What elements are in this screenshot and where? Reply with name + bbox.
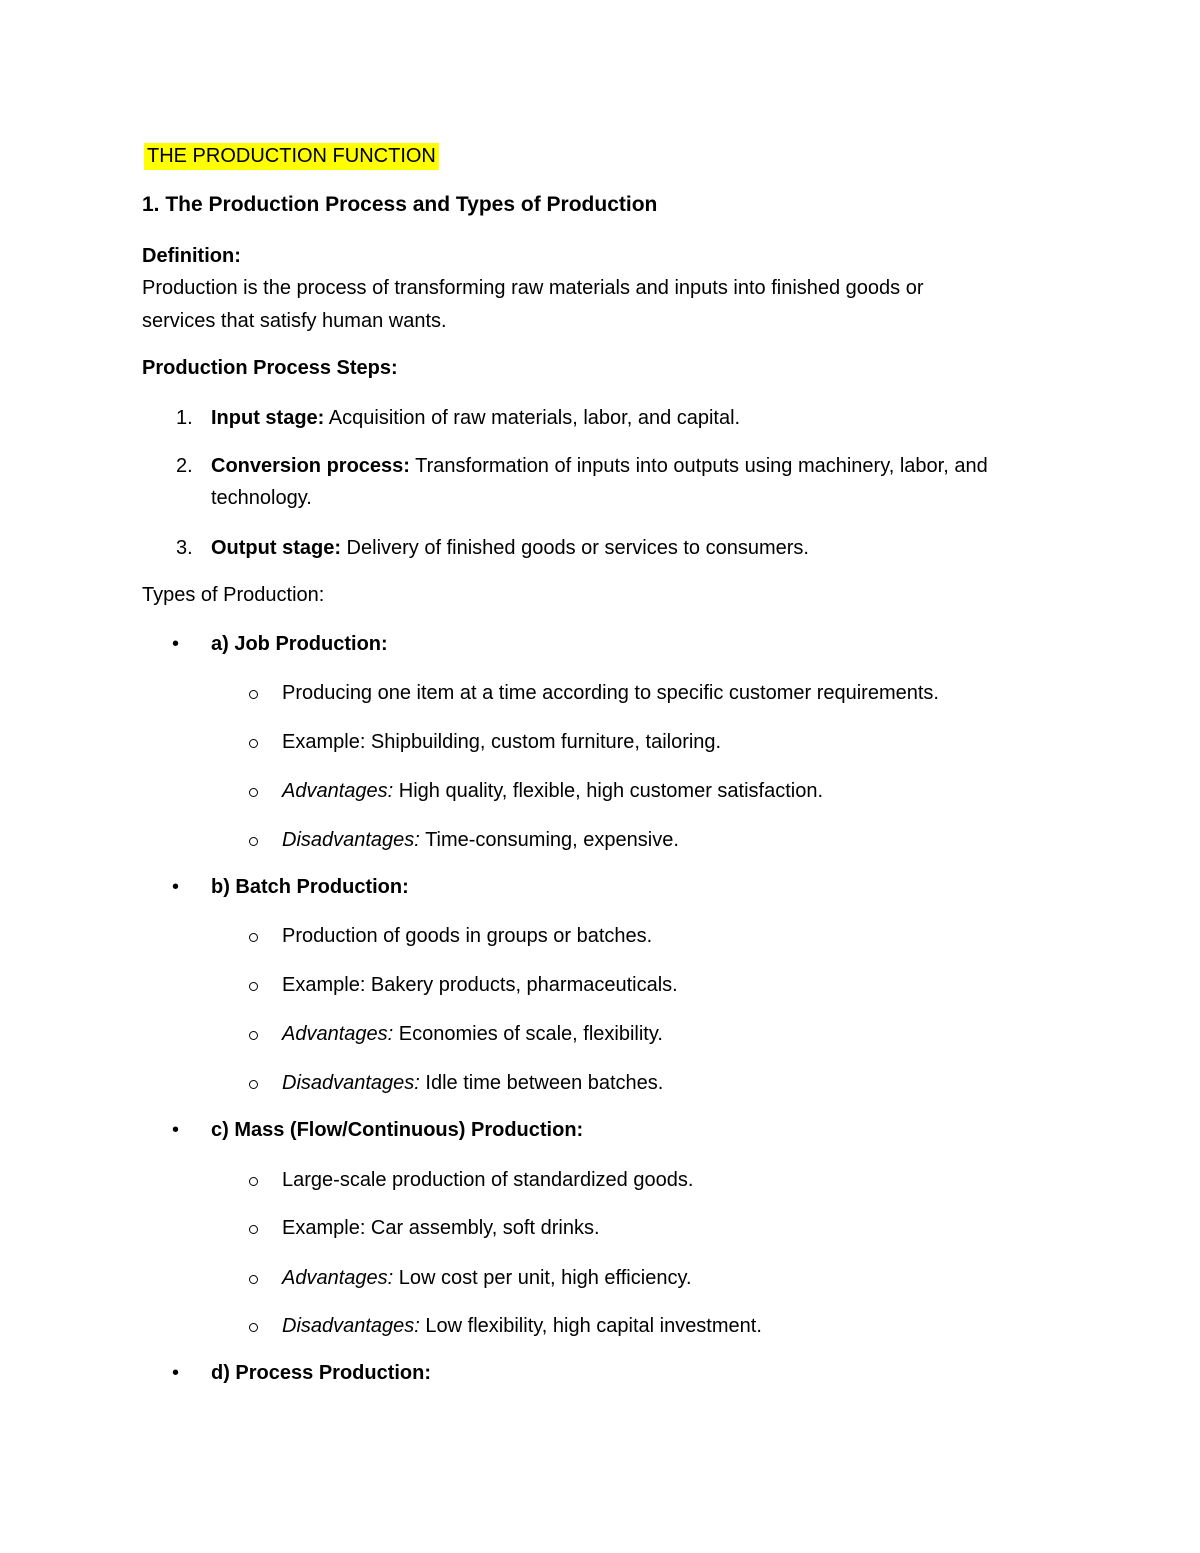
step-text: Transformation of inputs into outputs using machinery, labor, and [409,455,988,477]
sub-item [282,1024,663,1044]
sub-item [282,683,939,703]
step-term: Conversion process: [211,455,410,477]
bullet-icon: • [172,1362,180,1384]
hollow-circle-bullet-icon [249,1031,258,1040]
bullet-icon: • [172,876,180,898]
sub-item-text: Low cost per unit, high efficiency. [393,1267,692,1289]
sub-item [282,732,721,752]
group-heading: a) Job Production: [211,633,388,655]
hollow-circle-bullet-icon [249,690,258,699]
step-number: 3. [176,537,193,559]
sub-item-lead: Advantages: [282,780,394,802]
document-title: THE PRODUCTION FUNCTION [144,143,439,170]
section-heading: 1. The Production Process and Types of Production [142,193,658,216]
sub-item [282,1218,600,1238]
group-heading: d) Process Production: [211,1362,432,1384]
sub-item [282,975,678,995]
sub-item-text: Economies of scale, flexibility. [393,1023,663,1045]
sub-item-text: Example: Car assembly, soft drinks. [282,1217,600,1239]
sub-item-lead: Advantages: [282,1023,394,1045]
sub-item-text: Producing one item at a time according to specific customer requirements. [282,682,939,704]
hollow-circle-bullet-icon [249,837,258,846]
bullet-icon: • [172,633,180,655]
step-text: Delivery of finished goods or services to consumers. [341,537,809,559]
sub-item-text: Example: Shipbuilding, custom furniture, tailoring. [282,731,722,753]
step-item [211,456,988,476]
definition-label: Definition: [142,245,241,267]
hollow-circle-bullet-icon [249,1323,258,1332]
sub-item [282,1316,762,1336]
sub-item-text: High quality, flexible, high customer satisfaction. [393,780,824,802]
definition-line-2: services that satisfy human wants. [142,310,447,332]
sub-item-lead: Disadvantages: [282,1072,420,1094]
step-item [211,408,740,428]
step-text: Acquisition of raw materials, labor, and capital. [324,407,741,429]
sub-item-text: Production of goods in groups or batches. [282,925,653,947]
hollow-circle-bullet-icon [249,933,258,942]
types-label [142,585,324,605]
sub-item-text: Low flexibility, high capital investment. [419,1315,762,1337]
hollow-circle-bullet-icon [249,1177,258,1186]
step-item [211,538,809,558]
sub-item-text: Time-consuming, expensive. [419,829,679,851]
hollow-circle-bullet-icon [249,1275,258,1284]
sub-item [282,1268,692,1288]
sub-item [282,926,652,946]
sub-item-lead: Disadvantages: [282,1315,420,1337]
step-text-continued: technology. [211,487,312,509]
group-heading: c) Mass (Flow/Continuous) Production: [211,1119,584,1141]
hollow-circle-bullet-icon [249,739,258,748]
sub-item [282,1170,693,1190]
sub-item-text: Example: Bakery products, pharmaceuticals. [282,974,678,996]
definition-line-1: Production is the process of transforming raw materials and inputs into finished goods or [142,277,924,299]
sub-item [282,1073,663,1093]
step-number: 2. [176,455,193,477]
sub-item-lead: Advantages: [282,1267,394,1289]
sub-item-lead: Disadvantages: [282,829,420,851]
steps-label: Production Process Steps: [142,357,398,379]
step-term: Output stage: [211,537,341,559]
sub-item [282,830,679,850]
group-heading: b) Batch Production: [211,876,409,898]
sub-item [282,781,823,801]
bullet-icon: • [172,1119,180,1141]
sub-item-text: Large-scale production of standardized goods. [282,1169,694,1191]
step-term: Input stage: [211,407,325,429]
hollow-circle-bullet-icon [249,788,258,797]
types-label-text: Types of Production: [142,584,325,606]
hollow-circle-bullet-icon [249,1080,258,1089]
sub-item-text: Idle time between batches. [419,1072,664,1094]
hollow-circle-bullet-icon [249,1225,258,1234]
hollow-circle-bullet-icon [249,982,258,991]
step-number: 1. [176,407,193,429]
